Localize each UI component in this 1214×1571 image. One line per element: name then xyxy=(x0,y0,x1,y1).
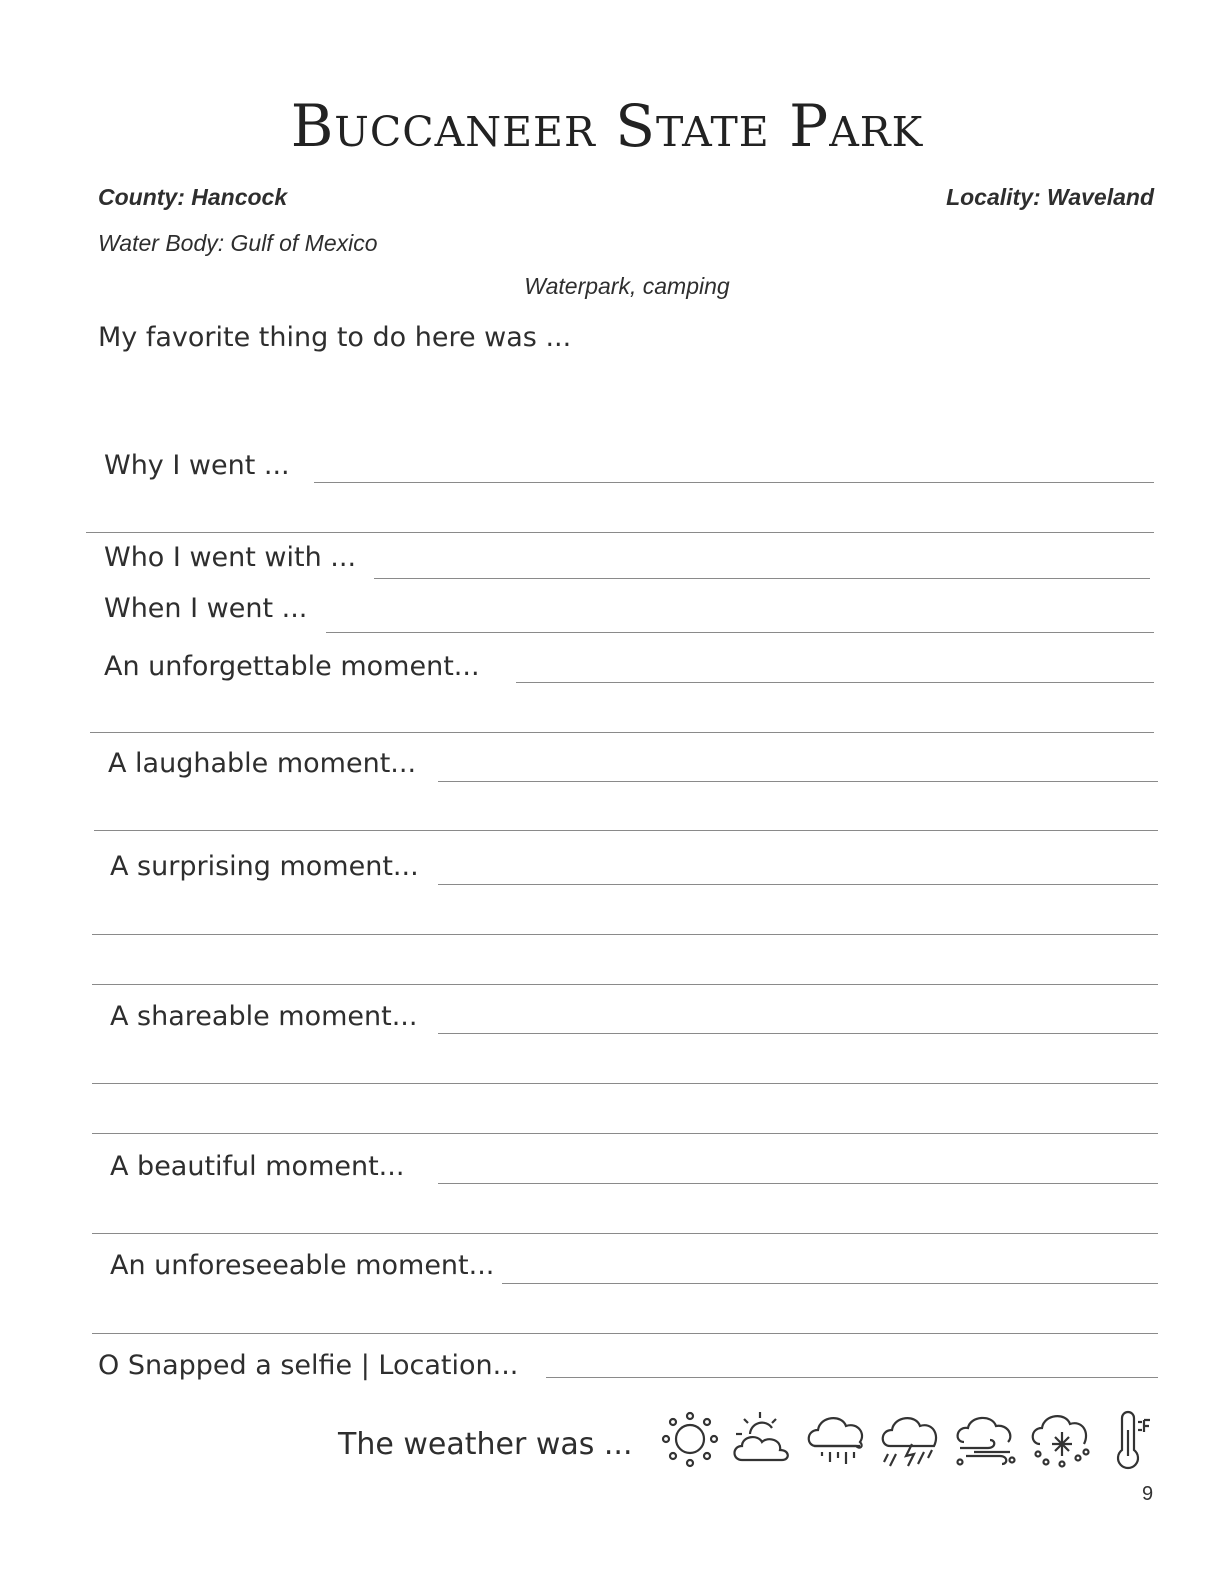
rain-icon[interactable] xyxy=(804,1410,870,1470)
beautiful-prompt: A beautiful moment... xyxy=(110,1151,405,1182)
unforgettable-answer-line[interactable] xyxy=(516,682,1154,683)
answer-line[interactable] xyxy=(92,1083,1158,1084)
weather-icons xyxy=(656,1410,1166,1470)
answer-line[interactable] xyxy=(92,1233,1158,1234)
shareable-prompt: A shareable moment... xyxy=(110,1001,418,1032)
activities-label: Waterpark, camping xyxy=(524,273,730,299)
laughable-answer-line[interactable] xyxy=(438,781,1158,782)
thunderstorm-icon[interactable] xyxy=(878,1410,944,1470)
page-number: 9 xyxy=(1142,1483,1154,1505)
selfie-location-line[interactable] xyxy=(546,1377,1158,1378)
when-answer-line[interactable] xyxy=(326,632,1154,633)
answer-line[interactable] xyxy=(92,1333,1158,1334)
who-prompt: Who I went with ... xyxy=(104,542,357,573)
partly-cloudy-icon[interactable] xyxy=(730,1410,796,1470)
unforeseeable-prompt: An unforeseeable moment... xyxy=(110,1250,495,1281)
snow-icon[interactable] xyxy=(1028,1410,1094,1470)
surprising-prompt: A surprising moment... xyxy=(110,851,419,882)
water-body-label: Water Body: Gulf of Mexico xyxy=(98,230,378,256)
answer-line[interactable] xyxy=(94,830,1158,831)
county-label: County: Hancock xyxy=(98,184,288,210)
unforgettable-prompt: An unforgettable moment... xyxy=(104,651,480,682)
page-title: Buccaneer State Park xyxy=(290,92,924,160)
answer-line[interactable] xyxy=(90,732,1154,733)
who-answer-line[interactable] xyxy=(374,578,1150,579)
why-answer-line[interactable] xyxy=(314,482,1154,483)
unforeseeable-answer-line[interactable] xyxy=(502,1283,1158,1284)
selfie-prompt[interactable]: O Snapped a selfie | Location... xyxy=(98,1350,519,1381)
laughable-prompt: A laughable moment... xyxy=(108,748,417,779)
windy-icon[interactable] xyxy=(952,1410,1018,1470)
sun-icon[interactable] xyxy=(656,1410,722,1470)
locality-label: Locality: Waveland xyxy=(946,184,1154,210)
surprising-answer-line[interactable] xyxy=(438,884,1158,885)
beautiful-answer-line[interactable] xyxy=(438,1183,1158,1184)
favorite-prompt: My favorite thing to do here was ... xyxy=(98,322,572,353)
answer-line[interactable] xyxy=(92,984,1158,985)
when-prompt: When I went ... xyxy=(104,593,308,624)
weather-prompt: The weather was ... xyxy=(338,1427,633,1462)
thermometer-icon[interactable] xyxy=(1108,1410,1152,1470)
answer-line[interactable] xyxy=(86,532,1154,533)
answer-line[interactable] xyxy=(92,1133,1158,1134)
answer-line[interactable] xyxy=(92,934,1158,935)
shareable-answer-line[interactable] xyxy=(438,1033,1158,1034)
why-prompt: Why I went ... xyxy=(104,450,290,481)
